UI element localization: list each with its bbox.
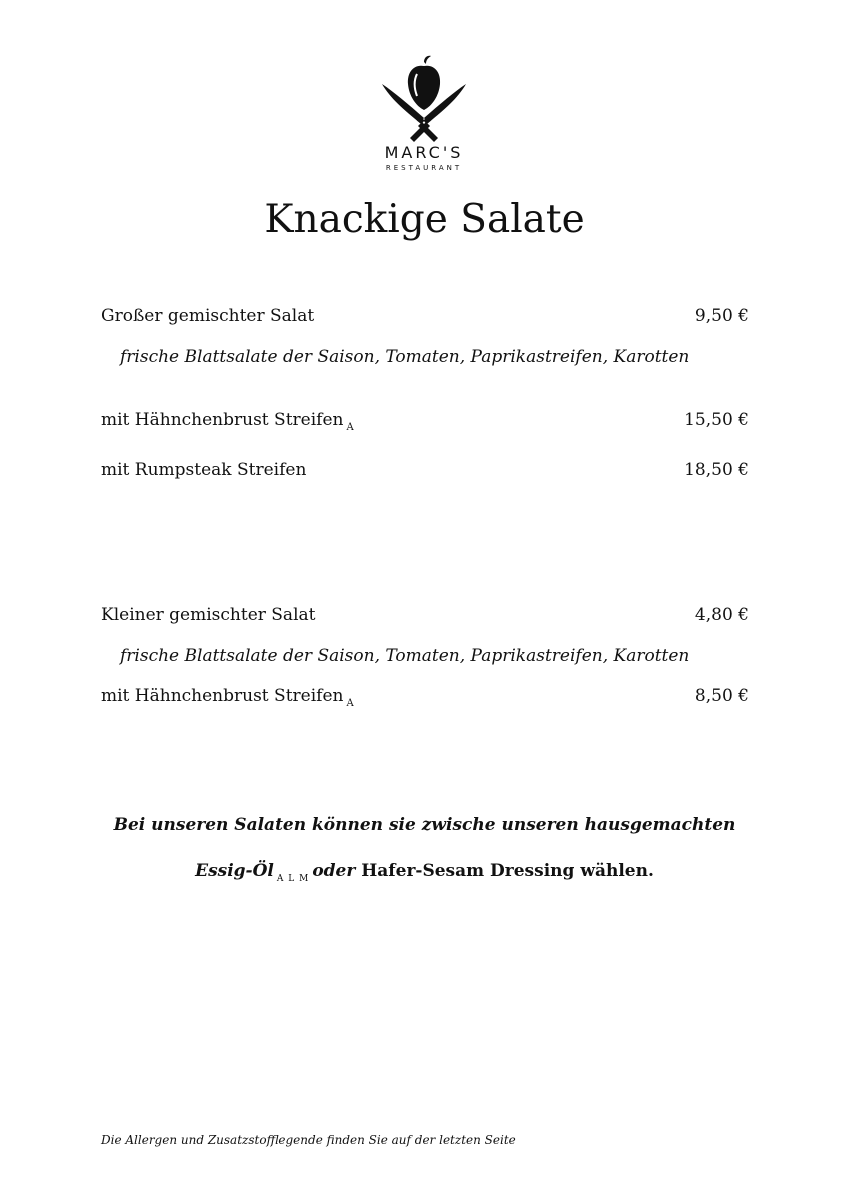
item-description: frische Blattsalate der Saison, Tomaten, Paprikastreifen, Karotten (120, 646, 690, 666)
item-name: mit Rumpsteak Streifen (101, 460, 307, 480)
pepper-knives-icon (374, 52, 474, 144)
dressing-essig-oel: Essig-Öl (195, 861, 274, 881)
menu-item-grosser-salat (101, 303, 749, 329)
allergen-codes: A L M (276, 874, 310, 884)
brand-subtitle: RESTAURANT (385, 164, 463, 172)
item-price: 4,80 € (694, 605, 749, 625)
menu-item-rumpsteak (101, 457, 749, 483)
allergen-footer-note: Die Allergen und Zusatzstofflegende finden Sie auf der letzten Seite (101, 1133, 516, 1147)
menu-item-haehnchen-klein (101, 683, 749, 709)
menu-item-haehnchen-gross (101, 407, 749, 433)
menu-item-kleiner-salat (101, 602, 749, 628)
item-price: 15,50 € (684, 410, 749, 430)
allergen-code: A (346, 698, 354, 709)
item-price: 18,50 € (684, 460, 749, 480)
dressing-oder: oder (312, 861, 356, 881)
item-price: 9,50 € (694, 306, 749, 326)
item-name (101, 407, 354, 441)
item-name-text: mit Hähnchenbrust Streifen (101, 686, 344, 706)
brand (324, 144, 524, 173)
item-name: Kleiner gemischter Salat (101, 605, 316, 625)
item-name (101, 683, 354, 717)
item-description: frische Blattsalate der Saison, Tomaten, Paprikastreifen, Karotten (120, 347, 690, 367)
allergen-code: A (346, 422, 354, 433)
page-title: Knackige Salate (264, 197, 585, 242)
dressing-note-line2 (0, 858, 849, 892)
brand-name: MARC'S (384, 143, 464, 162)
dressing-hafer-sesam: Hafer-Sesam Dressing wählen. (361, 861, 654, 881)
dressing-note-line1 (0, 812, 849, 838)
item-name: Großer gemischter Salat (101, 306, 315, 326)
dressing-note-text: Bei unseren Salaten können sie zwische unseren hausgemachten (113, 815, 736, 835)
item-name-text: mit Hähnchenbrust Streifen (101, 410, 344, 430)
item-price: 8,50 € (694, 686, 749, 706)
